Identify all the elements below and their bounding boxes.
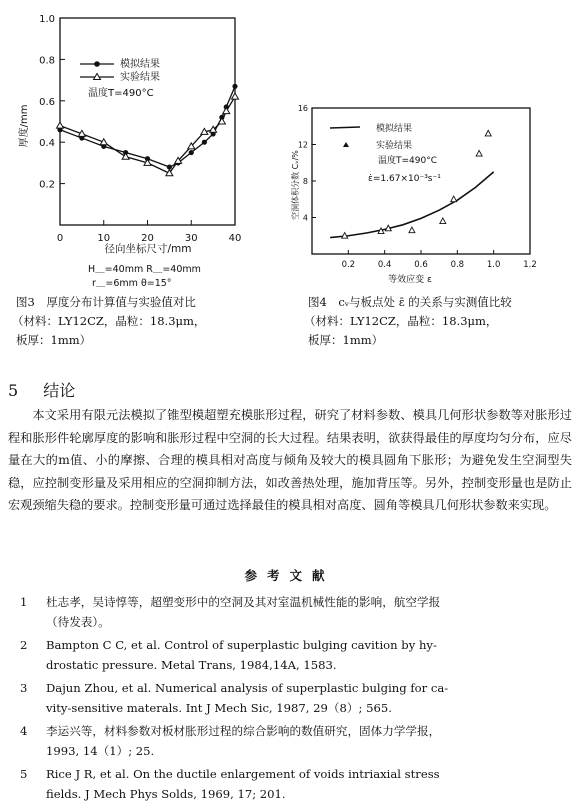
fig4-caption-line: （材料：LY12CZ，晶粒：18.3μm， — [304, 314, 498, 328]
reference-item — [20, 635, 575, 675]
reference-text-line: drostatic pressure. Metal Trans, 1984,14A, 1583. — [46, 658, 337, 672]
fig4-xtick-label: 0.4 — [377, 260, 392, 270]
fig4-annotation-rate: ε̇=1.67×10⁻³s⁻¹ — [368, 174, 441, 184]
reference-text-line: 1993, 14（1）; 25. — [46, 744, 155, 758]
reference-text-line: Bampton C C, et al. Control of superplastic bulging cavition by hy- — [46, 638, 437, 652]
section-title: 结论 — [43, 381, 76, 400]
reference-item — [20, 592, 575, 632]
fig3-params-line1: H＿=40mm R＿=40mm — [88, 264, 201, 275]
references-title: 参考文献 — [244, 568, 335, 583]
fig3-sim-point — [202, 140, 207, 145]
fig4-exp-point — [485, 130, 491, 136]
fig3-exp-point — [57, 122, 64, 128]
fig4-xtick-label: 0.2 — [341, 260, 356, 270]
reference-number: 5 — [20, 767, 28, 781]
fig4-xtick-label: 0.8 — [450, 260, 465, 270]
fig3-ytick-label: 1.0 — [39, 14, 55, 25]
fig3-chart — [0, 0, 290, 300]
fig3-xtick-label: 0 — [56, 233, 64, 244]
reference-text-line: fields. J Mech Phys Solds, 1969, 17; 201. — [46, 787, 286, 801]
fig4-caption — [304, 293, 578, 350]
fig3-xlabel: 径向坐标尺寸/mm — [104, 243, 192, 255]
fig3-plot-frame — [60, 18, 235, 225]
reference-text-line: （待发表）。 — [46, 615, 110, 629]
fig3-exp-point — [232, 93, 239, 99]
section-heading — [8, 378, 75, 401]
fig4-xtick-label: 1.0 — [486, 260, 501, 270]
reference-number: 1 — [20, 595, 28, 609]
conclusion-paragraph: 本文采用有限元法模拟了锥型模超塑充模胀形过程，研究了材料参数、模具几何形状参数等对胀形过程和胀形件轮廓厚度的影响和胀形过程中空洞的长大过程。结果表明，欲获得最佳的厚度均匀分布，应尽量在大的m值、小的摩擦、合理的模具相对高度与倾角及较大的模具圆角下胀形；为避免发生空洞型失稳，应控制变形量及采用相应的空洞抑制方法，如改善热处理，施加背压等。另外，控制变形量也是防止宏观颈缩失稳的要求。控制变形量可通过选择最佳的模具相对高度、圆角等模具几何形状参数来实现。 — [8, 408, 572, 512]
fig3-caption-line: 图3 厚度分布计算值与实验值对比 — [16, 295, 196, 309]
fig3-sim-point — [232, 84, 237, 89]
fig3-exp-point — [223, 108, 230, 114]
reference-text-line: 李运兴等，材料参数对板材胀形过程的综合影响的数值研究，固体力学学报， — [46, 724, 441, 738]
reference-text-line: Rice J R, et al. On the ductile enlargement of voids intriaxial stress — [46, 767, 440, 781]
fig3-xtick-label: 20 — [141, 233, 154, 244]
fig4-ytick-label: 8 — [302, 177, 308, 186]
fig4-annotation-temp: 温度T=490°C — [378, 156, 438, 166]
fig3-xtick-label: 10 — [97, 233, 111, 244]
fig3-caption-line: 板厚：1mm） — [16, 333, 92, 347]
fig3-legend-sim: 模拟结果 — [120, 59, 160, 70]
fig3-caption-line: （材料：LY12CZ，晶粒：18.3μm， — [12, 314, 206, 328]
reference-number: 4 — [20, 724, 28, 738]
reference-text-line: 杜志孝，吴诗惇等，超塑变形中的空洞及其对室温机械性能的影响，航空学报 — [46, 595, 441, 609]
fig4-ytick-label: 16 — [297, 104, 308, 113]
fig4-ytick-label: 4 — [302, 213, 308, 223]
fig3-exp-point — [122, 153, 129, 159]
fig4-exp-point — [409, 227, 415, 233]
fig3-xtick-label: 30 — [184, 233, 198, 244]
fig4-ylabel: 空洞体积分数 Cᵥ/% — [291, 150, 300, 220]
fig4-exp-point — [440, 218, 446, 224]
fig4-ytick-label: 12 — [297, 140, 308, 150]
fig4-xtick-label: 1.2 — [523, 260, 537, 270]
fig3-params-line2: r＿=6mm θ=15° — [92, 278, 172, 289]
fig4-exp-point — [476, 150, 482, 156]
reference-number: 3 — [20, 681, 28, 695]
reference-item — [20, 764, 575, 804]
reference-number: 2 — [20, 638, 28, 652]
fig3-ylabel: 厚度/mm — [19, 104, 30, 148]
fig3-ytick-label: 0.6 — [39, 96, 55, 108]
fig3-ytick-label: 0.2 — [39, 179, 55, 191]
fig3-caption — [12, 293, 291, 350]
fig4-exp-point — [451, 196, 457, 202]
section-number: 5 — [8, 381, 19, 400]
fig4-legend-sim: 模拟结果 — [376, 124, 413, 134]
references-list — [20, 592, 575, 807]
fig3-sim-point — [189, 150, 194, 155]
fig4-legend-exp: 实验结果 — [376, 141, 413, 151]
fig4-caption-line: 图4 cᵥ与板点处 ε̄ 的关系与实测值比较 — [308, 295, 512, 309]
reference-item — [20, 721, 575, 761]
fig3-xtick-label: 40 — [228, 233, 242, 244]
fig3-ytick-label: 0.8 — [39, 55, 55, 67]
reference-text-line: Dajun Zhou, et al. Numerical analysis of superplastic bulging for ca- — [46, 681, 449, 695]
reference-text-line: vity-sensitive materals. Int J Mech Sic, 1987, 29（8）; 565. — [46, 701, 392, 715]
fig4-xlabel: 等效应变 ε — [388, 275, 432, 285]
fig3-ytick-label: 0.4 — [39, 138, 55, 150]
fig4-caption-line: 板厚：1mm） — [308, 333, 384, 347]
fig3-annotation: 温度T=490°C — [88, 88, 154, 99]
fig3-legend-exp: 实验结果 — [120, 72, 160, 83]
fig4-chart — [290, 0, 579, 290]
reference-item — [20, 678, 575, 718]
fig4-xtick-label: 0.6 — [414, 260, 428, 270]
